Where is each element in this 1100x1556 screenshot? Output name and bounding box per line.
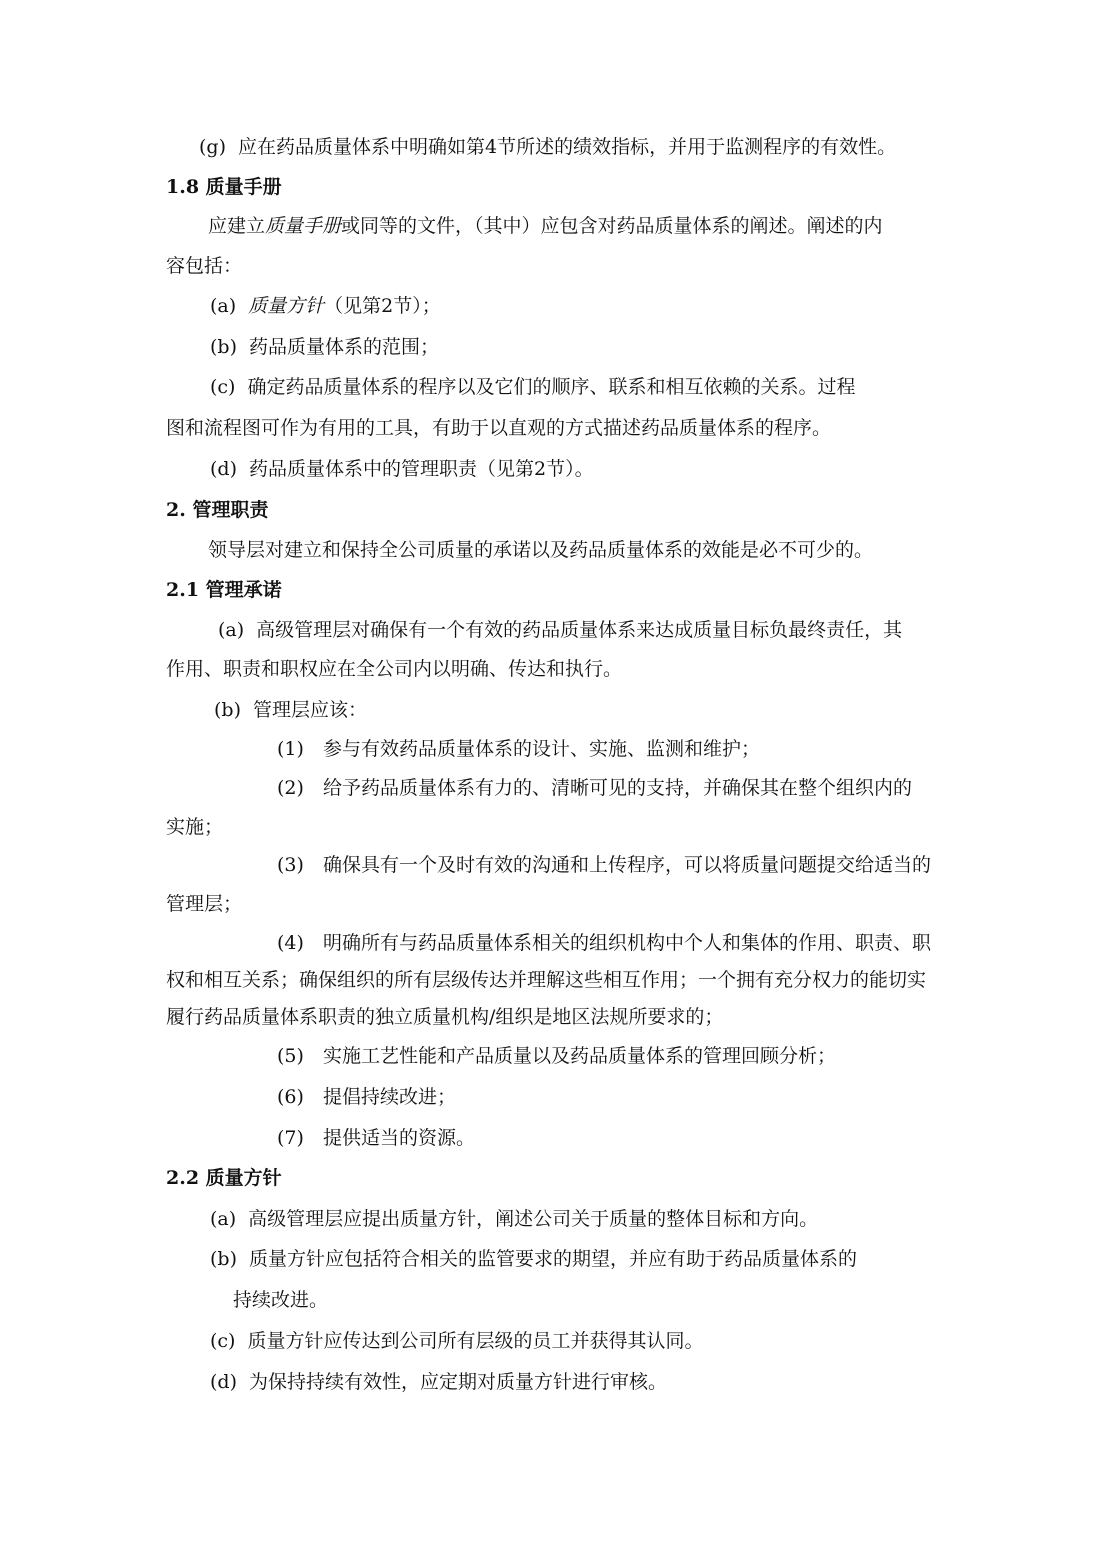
- section-heading-1-8: 1.8 质量手册: [166, 176, 282, 198]
- item-marker: (2): [277, 777, 304, 799]
- paragraph-intro-2: 领导层对建立和保持全公司质量的承诺以及药品质量体系的效能是必不可少的。: [208, 539, 874, 561]
- list-item-a: [218, 618, 902, 642]
- item-marker: (b): [214, 699, 241, 721]
- list-item-continuation: 图和流程图可作为有用的工具，有助于以直观的方式描述药品质量体系的程序。: [166, 417, 832, 439]
- sub-item-continuation: 实施；: [166, 816, 224, 838]
- sub-item-continuation: 管理层；: [166, 893, 243, 915]
- item-marker: (g): [199, 136, 226, 158]
- list-item-b: [214, 698, 367, 722]
- item-marker: (a): [210, 295, 237, 317]
- sub-item-5: [277, 1044, 836, 1068]
- intro-text: 应建立: [208, 215, 266, 237]
- item-text: 实施工艺性能和产品质量以及药品质量体系的管理回顾分析；: [323, 1045, 837, 1067]
- item-marker: (b): [210, 336, 237, 358]
- item-text: 管理层应该：: [253, 699, 368, 721]
- item-text: 质量方针应包括符合相关的监管要求的期望，并应有助于药品质量体系的: [249, 1248, 858, 1270]
- item-marker: (5): [277, 1045, 304, 1067]
- item-text: （见第2节）；: [324, 295, 441, 317]
- item-text: 质量方针应传达到公司所有层级的员工并获得其认同。: [247, 1330, 704, 1352]
- item-text: 给予药品质量体系有力的、清晰可见的支持，并确保其在整个组织内的: [323, 777, 913, 799]
- item-text: 高级管理层应提出质量方针，阐述公司关于质量的整体目标和方向。: [248, 1208, 819, 1230]
- emphasis-term: 质量手册: [265, 215, 342, 237]
- sub-item-continuation: 履行药品质量体系职责的独立质量机构/组织是地区法规所要求的；: [166, 1006, 724, 1028]
- list-item-b: [210, 1247, 857, 1271]
- section-heading-2-2: 2.2 质量方针: [166, 1167, 282, 1189]
- section-heading-2: 2. 管理职责: [166, 499, 269, 521]
- item-marker: (6): [277, 1086, 304, 1108]
- item-text: 确定药品质量体系的程序以及它们的顺序、联系和相互依赖的关系。过程: [247, 376, 856, 398]
- item-marker: (a): [218, 619, 245, 641]
- item-text: 药品质量体系的范围；: [249, 336, 440, 358]
- paragraph-continuation: 容包括：: [166, 255, 243, 277]
- item-marker: (c): [210, 376, 236, 398]
- item-marker: (a): [210, 1208, 237, 1230]
- sub-item-4: [277, 931, 931, 955]
- item-marker: (1): [277, 738, 304, 760]
- item-text: 应在药品质量体系中明确如第4节所述的绩效指标，并用于监测程序的有效性。: [238, 136, 897, 158]
- list-item-c: [210, 375, 855, 399]
- paragraph-intro-1-8: [208, 214, 883, 238]
- list-item-d: [210, 1370, 667, 1394]
- item-marker: (d): [210, 1371, 237, 1393]
- list-item-a: [210, 1207, 818, 1231]
- item-text: 明确所有与药品质量体系相关的组织机构中个人和集体的作用、职责、职: [323, 932, 932, 954]
- item-text: 提供适当的资源。: [323, 1127, 476, 1149]
- sub-item-2: [277, 776, 912, 800]
- list-item-continuation: 作用、职责和职权应在全公司内以明确、传达和执行。: [166, 658, 623, 680]
- item-marker: (c): [210, 1330, 236, 1352]
- item-text: 药品质量体系中的管理职责（见第2节）。: [249, 458, 594, 480]
- item-marker: (4): [277, 932, 304, 954]
- item-marker: (b): [210, 1248, 237, 1270]
- emphasis-term: 质量方针: [248, 295, 325, 317]
- sub-item-6: [277, 1085, 456, 1109]
- item-g: [199, 135, 896, 159]
- list-item-d: [210, 457, 594, 481]
- intro-text: 或同等的文件，（其中）应包含对药品质量体系的阐述。阐述的内: [341, 215, 883, 237]
- list-item-a: [210, 294, 441, 318]
- sub-item-1: [277, 737, 760, 761]
- item-text: 参与有效药品质量体系的设计、实施、监测和维护；: [323, 738, 761, 760]
- sub-item-continuation: 权和相互关系；确保组织的所有层级传达并理解这些相互作用；一个拥有充分权力的能切实: [166, 969, 927, 991]
- item-text: 高级管理层对确保有一个有效的药品质量体系来达成质量目标负最终责任，其: [256, 619, 903, 641]
- item-text: 提倡持续改进；: [323, 1086, 457, 1108]
- list-item-b: [210, 335, 439, 359]
- list-item-continuation: 持续改进。: [233, 1289, 329, 1311]
- item-text: 确保具有一个及时有效的沟通和上传程序，可以将质量问题提交给适当的: [323, 854, 932, 876]
- item-marker: (7): [277, 1127, 304, 1149]
- list-item-c: [210, 1329, 703, 1353]
- sub-item-7: [277, 1126, 475, 1150]
- item-marker: (d): [210, 458, 237, 480]
- section-heading-2-1: 2.1 管理承诺: [166, 579, 282, 601]
- item-marker: (3): [277, 854, 304, 876]
- sub-item-3: [277, 853, 931, 877]
- item-text: 为保持持续有效性，应定期对质量方针进行审核。: [249, 1371, 668, 1393]
